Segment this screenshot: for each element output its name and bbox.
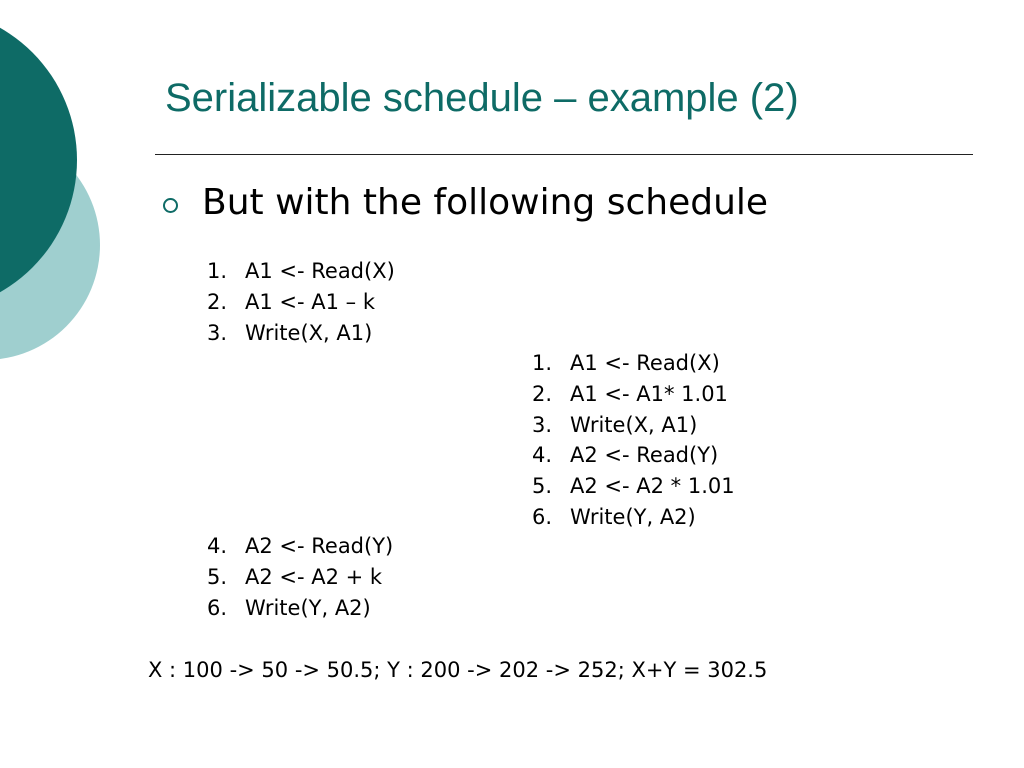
decorative-circles [0, 0, 120, 420]
step-number: 4. [207, 534, 228, 558]
step-item [532, 502, 735, 533]
step-number: 4. [532, 443, 553, 468]
step-number: 6. [207, 595, 228, 620]
bullet-point [163, 178, 768, 228]
step-item [532, 348, 735, 379]
title-divider [155, 154, 973, 155]
step-number: 1. [207, 259, 228, 283]
step-number: 2. [532, 381, 553, 406]
step-operation: A2 <- A2 + k [245, 564, 383, 589]
step-item [207, 593, 393, 624]
step-number: 3. [532, 412, 553, 437]
step-operation: Write(X, A1) [570, 412, 698, 437]
step-item [207, 287, 395, 318]
step-operation: Write(Y, A2) [570, 504, 696, 529]
step-item [207, 531, 393, 562]
step-item [532, 379, 735, 410]
step-item [532, 440, 735, 471]
step-operation: Write(X, A1) [245, 320, 373, 345]
step-operation: A2 <- Read(Y) [245, 534, 394, 558]
step-number: 2. [207, 289, 228, 314]
step-operation: A2 <- Read(Y) [570, 443, 719, 468]
step-operation: Write(Y, A2) [245, 595, 371, 620]
step-number: 5. [532, 474, 553, 499]
step-operation: A1 <- A1* 1.01 [570, 381, 728, 406]
bullet-text: But with the following schedule [202, 182, 769, 223]
step-number: 3. [207, 320, 228, 345]
step-item [207, 562, 393, 593]
step-item [207, 318, 395, 349]
step-operation: A1 <- A1 – k [245, 289, 375, 314]
step-operation: A1 <- Read(X) [245, 259, 395, 283]
step-operation: A2 <- A2 * 1.01 [570, 474, 735, 499]
step-item [532, 410, 735, 441]
step-operation: A1 <- Read(X) [570, 351, 720, 375]
slide-title: Serializable schedule – example (2) [165, 76, 799, 120]
step-item [532, 471, 735, 502]
step-item [207, 256, 395, 287]
step-number: 5. [207, 564, 228, 589]
step-number: 6. [532, 504, 553, 529]
result-summary: X : 100 -> 50 -> 50.5; Y : 200 -> 202 -> 252; X+Y = 302.5 [148, 658, 768, 682]
t1-steps-second [207, 531, 393, 623]
t2-steps [532, 348, 735, 533]
step-number: 1. [532, 351, 553, 375]
hollow-circle-bullet-icon [163, 198, 178, 213]
t1-steps-first [207, 256, 395, 348]
